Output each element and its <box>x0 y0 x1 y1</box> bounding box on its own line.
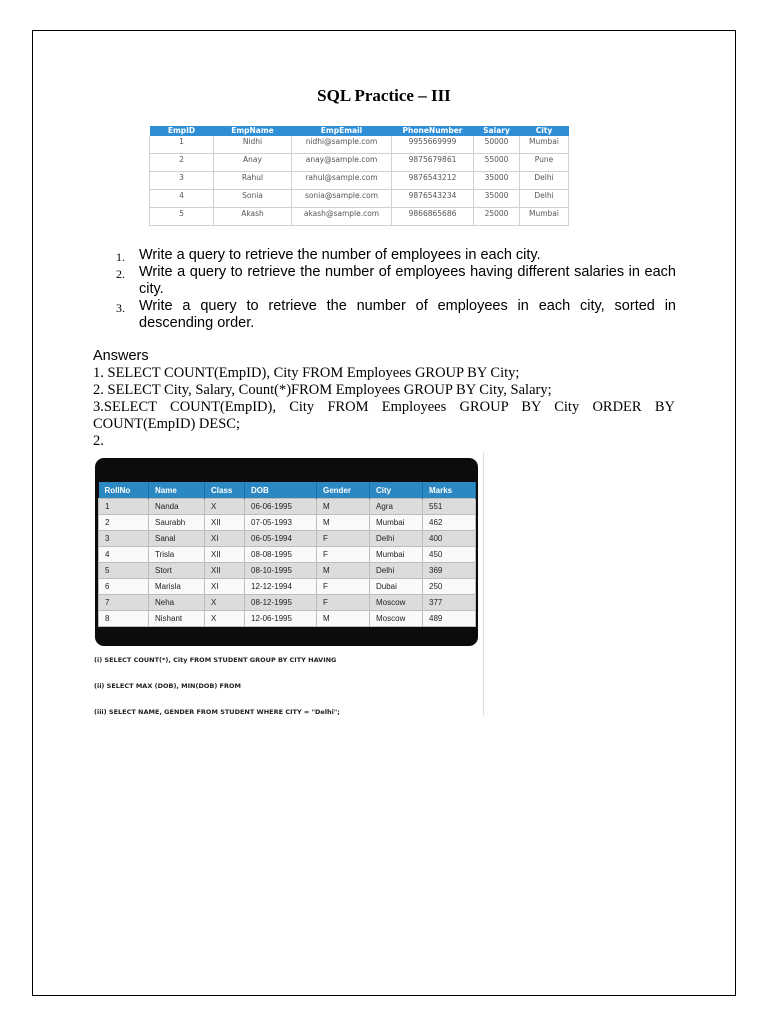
table-cell: Anay <box>214 154 292 172</box>
table-cell: XII <box>205 547 245 563</box>
table-cell: Moscow <box>370 595 423 611</box>
table-row <box>99 515 476 531</box>
table-cell: Delhi <box>370 563 423 579</box>
table-cell: 55000 <box>474 154 520 172</box>
table-cell: 3 <box>150 172 214 190</box>
table-cell: Marisla <box>149 579 205 595</box>
answer-line: COUNT(EmpID) DESC; <box>93 416 241 432</box>
table-cell: 1 <box>99 499 149 515</box>
table-cell: nidhi@sample.com <box>292 136 392 154</box>
table-cell: 08-08-1995 <box>245 547 317 563</box>
table-cell: XI <box>205 579 245 595</box>
table-cell: Delhi <box>520 190 569 208</box>
table-cell: Mumbai <box>520 136 569 154</box>
table-cell: Sonia <box>214 190 292 208</box>
table-cell: 6 <box>99 579 149 595</box>
table-cell: 450 <box>423 547 476 563</box>
table-cell: XII <box>205 515 245 531</box>
table-cell: 12-12-1994 <box>245 579 317 595</box>
table-cell: F <box>317 579 370 595</box>
table-cell: Nidhi <box>214 136 292 154</box>
table-cell: 06-06-1995 <box>245 499 317 515</box>
question-number: 2. <box>116 267 125 281</box>
answer-line: 3.SELECT COUNT(EmpID), City FROM Employees GROUP BY City ORDER BY <box>93 399 675 415</box>
table-row <box>150 172 569 190</box>
table-row <box>99 579 476 595</box>
table-row <box>150 154 569 172</box>
table-cell: Saurabh <box>149 515 205 531</box>
table-cell: 4 <box>99 547 149 563</box>
table-cell: 35000 <box>474 172 520 190</box>
table-cell: Sanal <box>149 531 205 547</box>
table-row <box>150 190 569 208</box>
table-cell: 377 <box>423 595 476 611</box>
page-title: SQL Practice – III <box>317 86 451 105</box>
table-cell: 07-05-1993 <box>245 515 317 531</box>
table-cell: F <box>317 531 370 547</box>
question-item <box>116 247 676 264</box>
table-cell: 25000 <box>474 208 520 226</box>
employees-header-cell: City <box>520 126 569 136</box>
table-cell: Delhi <box>370 531 423 547</box>
table-cell: 06-05-1994 <box>245 531 317 547</box>
table-cell: 369 <box>423 563 476 579</box>
table-cell: M <box>317 515 370 531</box>
answers-heading: Answers <box>93 348 149 364</box>
table-cell: 12-06-1995 <box>245 611 317 627</box>
table-cell: anay@sample.com <box>292 154 392 172</box>
table-cell: 2 <box>150 154 214 172</box>
student-header-cell: Marks <box>423 482 476 499</box>
table-cell: 9866865686 <box>392 208 474 226</box>
question-text: Write a query to retrieve the number of employees in each city, sorted in descending order. <box>139 298 676 331</box>
answer-line: 2. SELECT City, Salary, Count(*)FROM Employees GROUP BY City, Salary; <box>93 382 552 398</box>
table-cell: X <box>205 499 245 515</box>
table-cell: Nanda <box>149 499 205 515</box>
table-row <box>99 595 476 611</box>
question-number: 3. <box>116 301 125 315</box>
table-cell: 4 <box>150 190 214 208</box>
table-cell: 5 <box>99 563 149 579</box>
query-list <box>94 656 340 734</box>
table-cell: rahul@sample.com <box>292 172 392 190</box>
table-cell: Nishant <box>149 611 205 627</box>
employees-header-cell: EmpEmail <box>292 126 392 136</box>
table-cell: akash@sample.com <box>292 208 392 226</box>
answer-line: 1. SELECT COUNT(EmpID), City FROM Employees GROUP BY City; <box>93 365 520 381</box>
query-item: (ii) SELECT MAX (DOB), MIN(DOB) FROM <box>94 682 241 690</box>
table-cell: F <box>317 595 370 611</box>
table-cell: 9875679861 <box>392 154 474 172</box>
table-cell: Delhi <box>520 172 569 190</box>
question-item <box>116 264 676 298</box>
table-cell: 08-12-1995 <box>245 595 317 611</box>
table-cell: Stort <box>149 563 205 579</box>
table-cell: Dubai <box>370 579 423 595</box>
student-header-cell: Class <box>205 482 245 499</box>
table-cell: 9876543212 <box>392 172 474 190</box>
question-list <box>116 247 676 332</box>
table-cell: sonia@sample.com <box>292 190 392 208</box>
table-cell: Mumbai <box>370 547 423 563</box>
table-row <box>150 136 569 154</box>
table-cell: Rahul <box>214 172 292 190</box>
table-cell: M <box>317 499 370 515</box>
student-header-cell: Name <box>149 482 205 499</box>
table-row <box>150 208 569 226</box>
table-cell: 5 <box>150 208 214 226</box>
employees-header-cell: EmpName <box>214 126 292 136</box>
table-cell: XII <box>205 563 245 579</box>
table-cell: 7 <box>99 595 149 611</box>
table-row <box>99 499 476 515</box>
table-cell: 3 <box>99 531 149 547</box>
table-cell: XI <box>205 531 245 547</box>
student-table <box>98 482 476 627</box>
student-table-image <box>95 458 478 646</box>
table-cell: 08-10-1995 <box>245 563 317 579</box>
table-cell: F <box>317 547 370 563</box>
table-cell: 551 <box>423 499 476 515</box>
table-cell: 1 <box>150 136 214 154</box>
student-header-cell: RollNo <box>99 482 149 499</box>
question-text: Write a query to retrieve the number of employees having different salaries in each city. <box>139 264 676 297</box>
student-header-cell: DOB <box>245 482 317 499</box>
table-row <box>99 563 476 579</box>
table-row <box>99 611 476 627</box>
query-item: (iii) SELECT NAME, GENDER FROM STUDENT WHERE CITY = "Delhi"; <box>94 708 340 716</box>
table-cell: Moscow <box>370 611 423 627</box>
table-cell: M <box>317 563 370 579</box>
employees-table <box>149 126 569 226</box>
answers-block <box>93 365 675 450</box>
table-cell: 50000 <box>474 136 520 154</box>
student-header-cell: City <box>370 482 423 499</box>
table-cell: Akash <box>214 208 292 226</box>
answer-line: 2. <box>93 433 104 449</box>
table-cell: Mumbai <box>370 515 423 531</box>
student-header-row <box>99 482 476 499</box>
employees-header-cell: PhoneNumber <box>392 126 474 136</box>
image-edge-divider <box>483 452 484 716</box>
table-cell: 400 <box>423 531 476 547</box>
table-cell: X <box>205 611 245 627</box>
table-cell: M <box>317 611 370 627</box>
question-number: 1. <box>116 250 125 264</box>
query-item: (i) SELECT COUNT(*), City FROM STUDENT GROUP BY CITY HAVING <box>94 656 337 664</box>
question-text: Write a query to retrieve the number of employees in each city. <box>139 247 541 263</box>
table-cell: 35000 <box>474 190 520 208</box>
table-cell: Agra <box>370 499 423 515</box>
student-header-cell: Gender <box>317 482 370 499</box>
table-cell: Neha <box>149 595 205 611</box>
table-cell: 8 <box>99 611 149 627</box>
table-cell: 250 <box>423 579 476 595</box>
table-cell: X <box>205 595 245 611</box>
employees-header-cell: Salary <box>474 126 520 136</box>
table-cell: 9876543234 <box>392 190 474 208</box>
table-cell: 489 <box>423 611 476 627</box>
table-cell: 9955669999 <box>392 136 474 154</box>
table-cell: Trisla <box>149 547 205 563</box>
table-cell: Mumbai <box>520 208 569 226</box>
table-cell: Pune <box>520 154 569 172</box>
employees-header-cell: EmpID <box>150 126 214 136</box>
table-cell: 462 <box>423 515 476 531</box>
employees-header-row <box>150 126 569 136</box>
question-item <box>116 298 676 332</box>
table-cell: 2 <box>99 515 149 531</box>
table-row <box>99 531 476 547</box>
table-row <box>99 547 476 563</box>
